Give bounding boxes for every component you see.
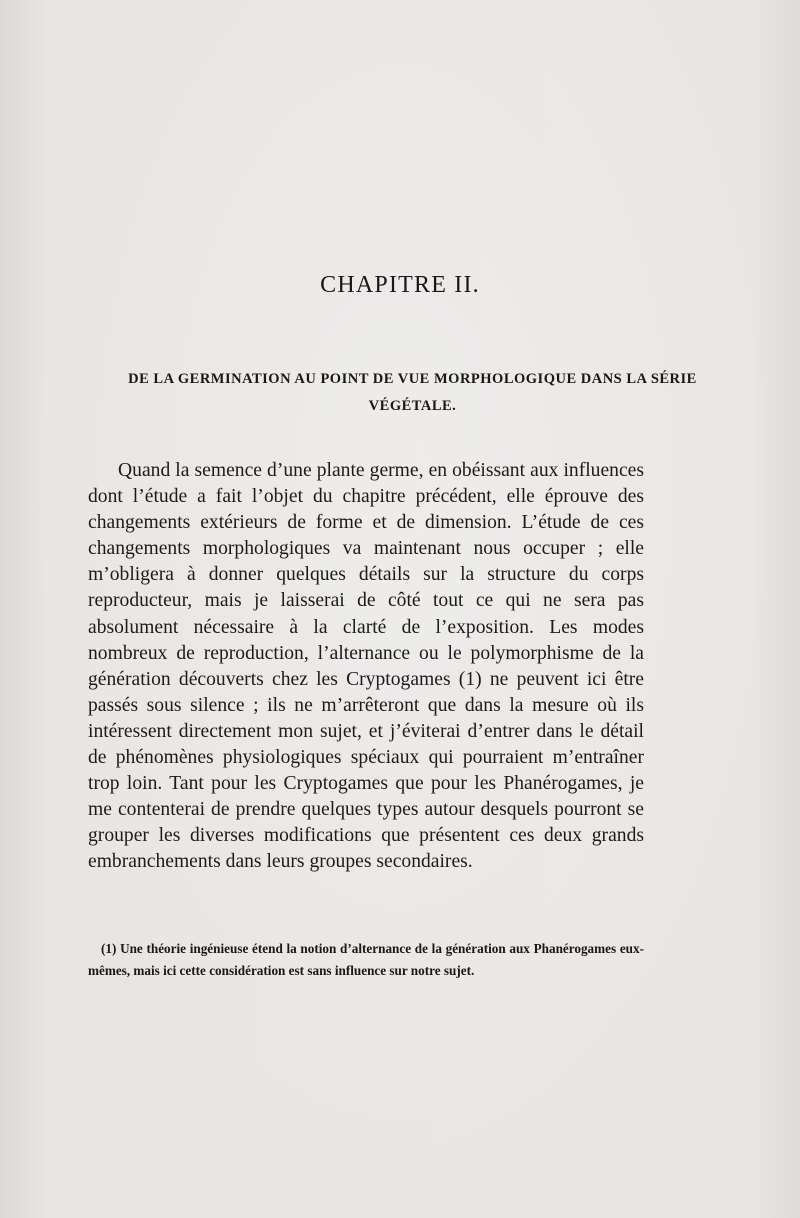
body-paragraph: Quand la semence d’une plante germe, en obéissant aux influences dont l’étude a fait l’objet du chapitre précédent, elle éprouve des changements extérieurs de forme et de dimension. L’étude de ces changements morphologiques va maintenant nous occuper ; elle m’obligera à donner quelques détails sur la structure du corps reproducteur, mais je laisserai de côté tout ce qui ne sera pas absolument nécessaire à la clarté de l’exposition. Les modes nombreux de reproduction, l’alternance ou le polymorphisme de la génération découverts chez les Cryptogames (1) ne peuvent ici être passés sous silence ; ils ne m’arrêteront que dans la mesure où ils intéressent directement mon sujet, et j’éviterai d’entrer dans le détail de phénomènes physiologiques spéciaux qui pourraient m’entraîner trop loin. Tant pour les Cryptogames que pour les Phanérogames, je me contenterai de prendre quelques types autour desquels pourront se grouper les diverses modifications que présentent ces deux grands embranchements dans leurs groupes secondaires. bbox=[88, 460, 644, 873]
footnote: (1) Une théorie ingénieuse étend la notion d’alternance de la génération aux Phanérogames eux-mêmes, mais ici cette considération est sans influence sur notre sujet. bbox=[88, 941, 644, 978]
section-heading: DE LA GERMINATION AU POINT DE VUE MORPHOLOGIQUE DANS LA SÉRIE VÉGÉTALE. bbox=[128, 371, 697, 414]
chapter-title: CHAPITRE II. bbox=[320, 272, 480, 298]
